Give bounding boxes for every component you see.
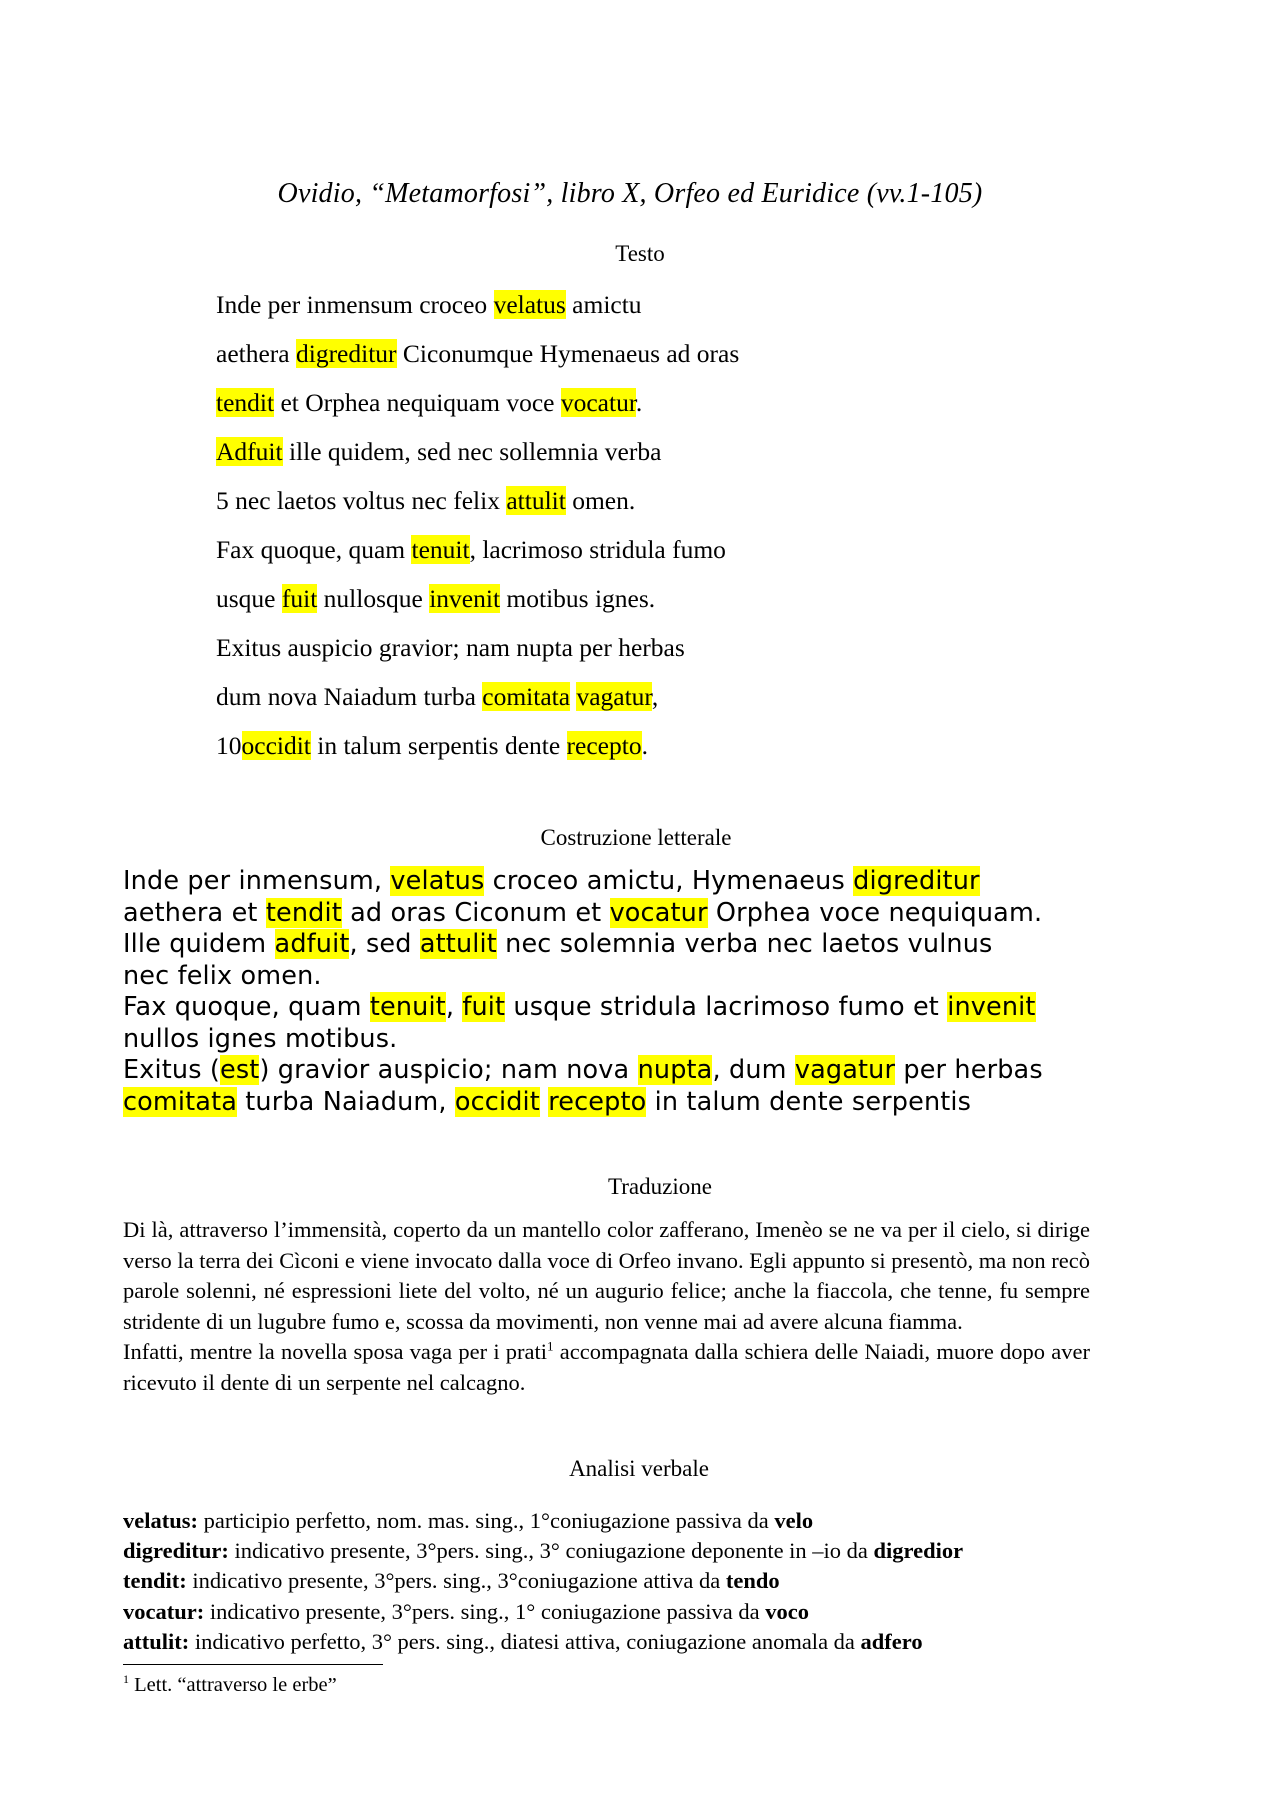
analysis-description: indicativo presente, 3°pers. sing., 3°coniugazione attiva da [186, 1568, 726, 1594]
poem-line [216, 282, 1016, 331]
text-segment: Orphea voce nequiquam. [707, 897, 1043, 928]
translation-paragraph-2 [123, 1337, 1090, 1398]
text-segment: dum nova Naiadum turba [216, 682, 483, 711]
analysis-root: adfero [860, 1628, 923, 1654]
analysis-row [123, 1627, 1143, 1657]
highlighted-verb: tendit [216, 388, 275, 417]
text-segment: ) gravior auspicio; nam nova [259, 1055, 638, 1085]
highlighted-verb: Adfuit [216, 437, 283, 466]
document-title [0, 178, 1280, 210]
highlighted-verb: occidit [454, 1086, 540, 1117]
footnote-mark: 1 [123, 1672, 129, 1687]
text-segment: per herbas [895, 1055, 1043, 1085]
analysis-row [123, 1597, 1143, 1627]
translation-paragraph-2-before: Infatti, mentre la novella sposa vaga per i prati [123, 1339, 548, 1364]
analysis-description: indicativo presente, 3°pers. sing., 3° coniugazione deponente in –io da [228, 1538, 874, 1564]
analysis-root: voco [765, 1598, 809, 1624]
text-segment: amictu [565, 290, 642, 319]
text-segment: ille quidem, sed nec sollemnia verba [282, 437, 662, 466]
highlighted-verb: fuit [462, 992, 506, 1022]
text-segment: motibus ignes. [500, 584, 656, 613]
highlighted-verb: vocatur [560, 388, 636, 417]
poem-line [216, 429, 1016, 478]
text-segment [540, 1087, 548, 1117]
text-segment: in talum dente serpentis [646, 1086, 972, 1117]
text-segment: croceo amictu, Hymenaeus [484, 866, 854, 896]
text-segment: in talum serpentis dente [310, 731, 567, 760]
highlighted-verb: nupta [637, 1055, 713, 1085]
text-segment: nec felix omen. [123, 960, 322, 991]
text-segment: , dum [712, 1055, 795, 1085]
highlighted-verb: digreditur [853, 866, 980, 896]
analysis-term: digreditur: [123, 1538, 229, 1564]
highlighted-verb: attulit [506, 486, 566, 515]
text-segment: , [445, 992, 463, 1022]
text-segment: Exitus ( [123, 1055, 220, 1085]
analysis-row [123, 1566, 1143, 1596]
highlighted-verb: recepto [566, 731, 642, 760]
text-segment: aethera [216, 339, 296, 368]
poem-line [216, 331, 1016, 380]
literal-construction [123, 866, 1123, 1118]
text-segment: usque stridula lacrimoso fumo et [505, 992, 948, 1022]
text-segment: . [641, 731, 648, 760]
text-segment: nec solemnia verba nec laetos vulnus [496, 929, 993, 959]
text-segment: . [635, 388, 643, 417]
footnote-reference[interactable]: 1 [547, 1338, 554, 1354]
poem-line [216, 576, 1016, 625]
poem-line [216, 380, 1016, 429]
text-segment: nullos ignes motibus. [123, 1023, 398, 1054]
highlighted-verb: digreditur [295, 339, 397, 368]
construction-line [123, 1055, 1123, 1087]
highlighted-verb: velatus [493, 290, 566, 319]
analysis-term: velatus: [123, 1508, 198, 1533]
text-segment: nullosque [317, 584, 430, 613]
highlighted-verb: invenit [947, 992, 1036, 1022]
construction-line [123, 961, 1123, 993]
latin-poem [216, 282, 1016, 772]
title-verses: (vv.1-105) [866, 178, 983, 209]
highlighted-verb: tenuit [369, 992, 446, 1022]
text-segment: omen. [565, 486, 636, 515]
title-author: Ovidio, “ [277, 178, 386, 209]
highlighted-verb: tenuit [411, 535, 470, 564]
text-segment: Ille quidem [123, 929, 275, 959]
text-segment: 5 nec laetos voltus nec felix [216, 486, 507, 515]
highlighted-verb: vagatur [794, 1055, 896, 1085]
analysis-root: digredior [873, 1538, 964, 1564]
construction-line [123, 1024, 1123, 1056]
construction-line [123, 1087, 1123, 1119]
heading-testo: Testo [615, 241, 665, 266]
translation-paragraph-1: Di là, attraverso l’immensità, coperto da un mantello color zafferano, Imenèo se ne va per il cielo, si dirige verso la terra dei Cìconi e viene invocato dalla voce di Orfeo invano. Egli appunto si presentò, ma non recò parole solenni, né espressioni liete del volto, né un augurio felice; anche la fiaccola, che tenne, fu sempre stridente di un lugubre fumo e, scossa da movimenti, non venne mai ad avere alcuna fiamma. [123, 1217, 1090, 1334]
poem-line [216, 625, 1016, 674]
footnote [123, 1674, 337, 1697]
text-segment: Exitus auspicio gravior; nam nupta per herbas [216, 633, 685, 662]
title-suffix: ”, libro X, Orfeo ed Euridice [530, 178, 860, 209]
analysis-root: velo [774, 1508, 814, 1533]
text-segment: ad oras Ciconum et [341, 897, 610, 928]
text-segment: , sed [349, 929, 420, 959]
heading-analisi: Analisi verbale [569, 1456, 709, 1481]
highlighted-verb: fuit [281, 584, 318, 613]
construction-line [123, 929, 1123, 961]
analysis-description: indicativo presente, 3°pers. sing., 1° coniugazione passiva da [204, 1598, 766, 1624]
construction-line [123, 992, 1123, 1024]
text-segment: Inde per inmensum, [123, 866, 391, 896]
verb-analysis-list [123, 1506, 1143, 1657]
highlighted-verb: occidit [241, 731, 311, 760]
text-segment: et Orphea nequiquam voce [274, 388, 561, 417]
construction-line [123, 866, 1123, 898]
text-segment: usque [216, 584, 282, 613]
text-segment: Ciconumque Hymenaeus ad oras [396, 339, 740, 368]
text-segment: 10 [216, 731, 242, 760]
poem-line [216, 674, 1016, 723]
analysis-row [123, 1536, 1143, 1566]
heading-costruzione: Costruzione letterale [540, 825, 732, 850]
text-segment: , lacrimoso stridula fumo [469, 535, 726, 564]
translation-paragraph-2-after: accompagnata dalla schiera delle Naiadi, muore dopo aver ricevuto il dente di un serpente nel calcagno. [123, 1339, 1090, 1395]
highlighted-verb: est [220, 1055, 260, 1085]
analysis-term: vocatur: [123, 1598, 205, 1624]
text-segment: Fax quoque, quam [123, 992, 370, 1022]
footnote-text: Lett. “attraverso le erbe” [129, 1674, 337, 1696]
construction-line [123, 898, 1123, 930]
text-segment: aethera et [123, 897, 266, 928]
heading-traduzione: Traduzione [608, 1174, 712, 1199]
analysis-root: tendo [725, 1568, 780, 1594]
highlighted-verb: tendit [265, 897, 342, 928]
text-segment: , [651, 682, 659, 711]
poem-line [216, 723, 1016, 772]
text-segment: Inde per inmensum croceo [216, 290, 494, 319]
highlighted-verb: comitata [482, 682, 571, 711]
analysis-row [123, 1506, 1143, 1536]
highlighted-verb: vagatur [576, 682, 652, 711]
poem-line [216, 527, 1016, 576]
translation-text [123, 1215, 1090, 1398]
footnote-separator [123, 1664, 383, 1665]
highlighted-verb: velatus [390, 866, 485, 896]
analysis-term: tendit: [123, 1568, 187, 1594]
highlighted-verb: attulit [419, 929, 497, 959]
analysis-description: indicativo perfetto, 3° pers. sing., diatesi attiva, coniugazione anomala da [189, 1628, 861, 1654]
poem-line [216, 478, 1016, 527]
highlighted-verb: comitata [123, 1086, 237, 1117]
highlighted-verb: invenit [429, 584, 501, 613]
highlighted-verb: vocatur [609, 897, 708, 928]
title-work: Metamorfosi [385, 178, 531, 209]
analysis-term: attulit: [123, 1628, 190, 1654]
text-segment: Fax quoque, quam [216, 535, 412, 564]
text-segment: turba Naiadum, [237, 1086, 455, 1117]
highlighted-verb: adfuit [274, 929, 350, 959]
analysis-description: participio perfetto, nom. mas. sing., 1°coniugazione passiva da [198, 1508, 775, 1533]
highlighted-verb: recepto [548, 1086, 647, 1117]
